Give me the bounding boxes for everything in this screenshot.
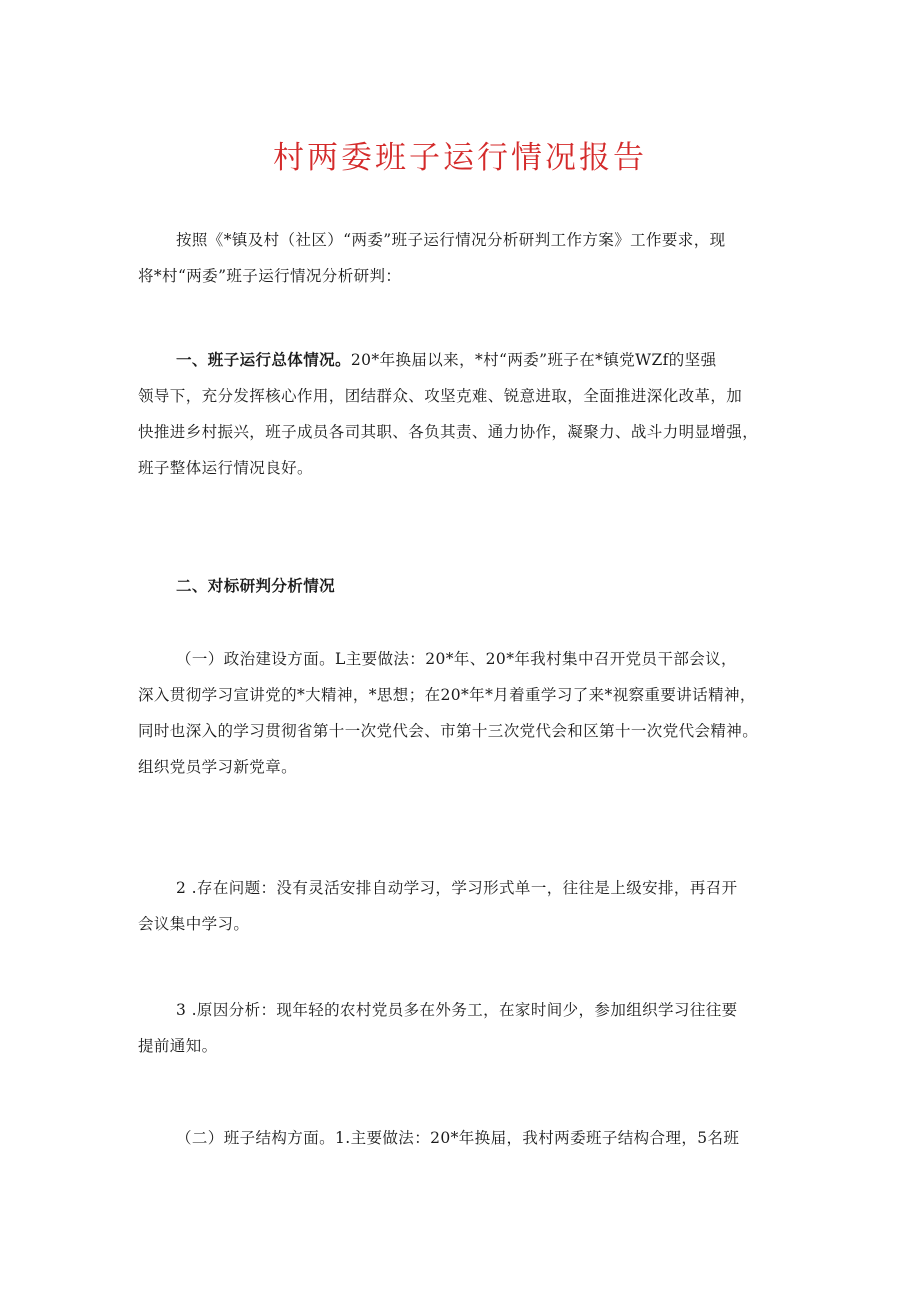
text-line: 将*村“两委”班子运行情况分析研判： — [138, 267, 402, 285]
text-line: 2 .存在问题：没有灵活安排自动学习，学习形式单一，往往是上级安排，再召开 — [176, 879, 738, 897]
text-line: （一）政治建设方面。L主要做法：20*年、20*年我村集中召开党员干部会议， — [176, 650, 737, 668]
text-line — [138, 568, 786, 604]
text-line: 同时也深入的学习贯彻省第十一次党代会、市第十三次党代会和区第十一次党代会精神。 — [138, 722, 759, 740]
cause-analysis-paragraph — [138, 992, 786, 1064]
text-line: 深入贯彻学习宣讲党的*大精神，*思想；在20*年*月着重学习了来*视察重要讲话精神， — [138, 686, 756, 704]
text-line: 提前通知。 — [138, 1037, 218, 1055]
text-line: 一、班子运行总体情况。20*年换届以来，*村“两委”班子在*镇党WZf的坚强 — [176, 350, 717, 369]
section-two-heading — [138, 568, 786, 604]
heading-lead: 一、班子运行总体情况。 — [176, 350, 351, 369]
section-one-paragraph — [138, 342, 786, 486]
heading-lead: 二、对标研判分析情况 — [176, 576, 336, 595]
document-title: 村两委班子运行情况报告 — [273, 140, 647, 176]
text-line: 组织党员学习新党章。 — [138, 758, 298, 776]
text-line: 领导下，充分发挥核心作用，团结群众、攻坚克难、锐意进取，全面推进深化改革，加 — [138, 387, 743, 405]
intro-paragraph — [138, 222, 786, 294]
text-line: 按照《*镇及村（社区）“两委”班子运行情况分析研判工作方案》工作要求，现 — [176, 231, 726, 249]
text-line: （二）班子结构方面。1.主要做法：20*年换届，我村两委班子结构合理，5名班 — [176, 1129, 740, 1147]
text-line: 会议集中学习。 — [138, 915, 250, 933]
text-line: 快推进乡村振兴，班子成员各司其职、各负其责、通力协作，凝聚力、战斗力明显增强， — [138, 423, 759, 441]
text-line: 班子整体运行情况良好。 — [138, 459, 313, 477]
team-structure-paragraph — [138, 1120, 786, 1156]
political-construction-paragraph — [138, 641, 786, 785]
text-line: 3 .原因分析：现年轻的农村党员多在外务工，在家时间少，参加组织学习往往要 — [176, 1001, 738, 1019]
existing-problems-paragraph — [138, 870, 786, 942]
